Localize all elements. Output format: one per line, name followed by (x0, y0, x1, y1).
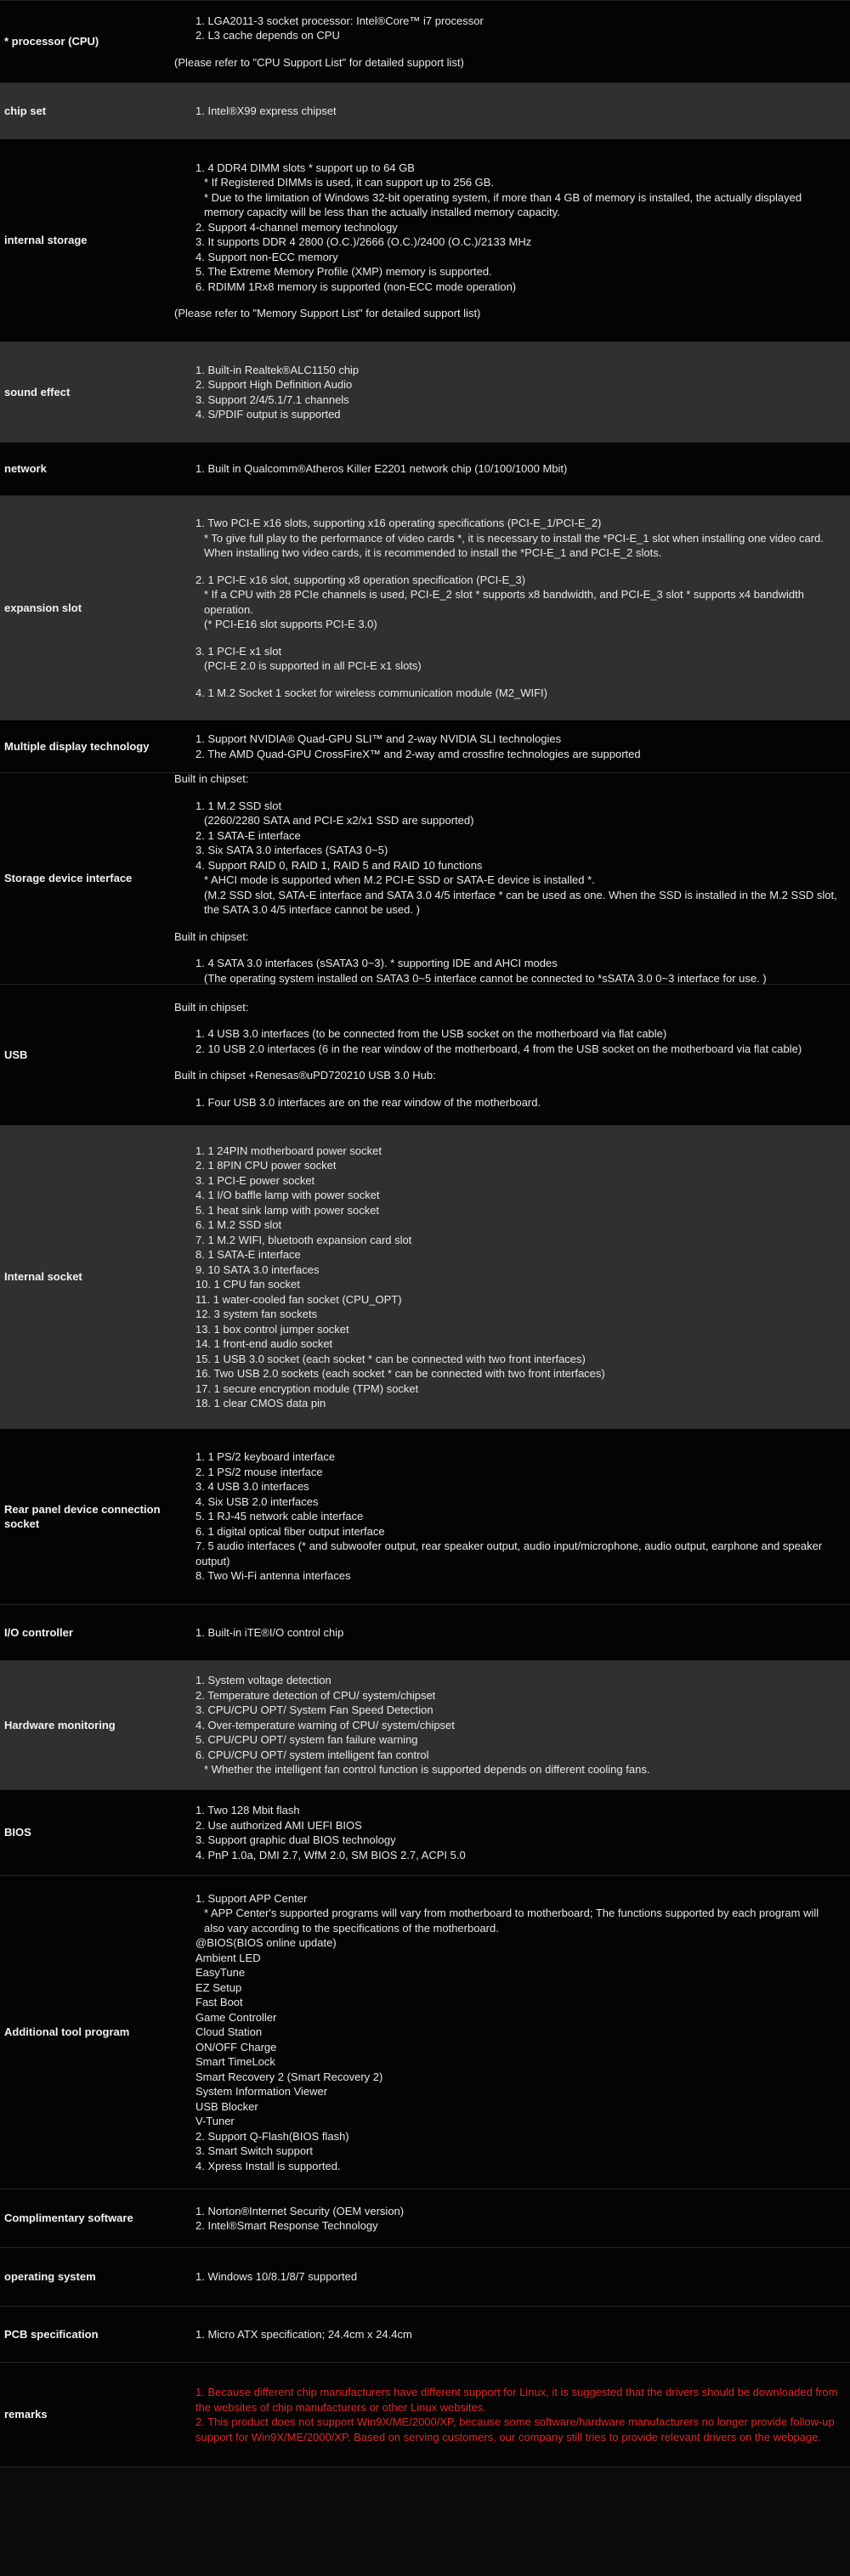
spec-line: 3. Six SATA 3.0 interfaces (SATA3 0~5) (196, 844, 388, 856)
spec-line: 11. 1 water-cooled fan socket (CPU_OPT) (196, 1292, 402, 1306)
spec-line: (The operating system installed on SATA3 0~5 interface cannot be connected to *sSATA 3.0 0~3 interface for use. ) (204, 971, 767, 985)
spec-line: 7. 1 M.2 WIFI, bluetooth expansion card slot (196, 1233, 412, 1246)
spacer (174, 787, 840, 799)
spec-line: 1. Built in Qualcomm®Atheros Killer E2201 network chip (10/100/1000 Mbit) (196, 462, 568, 476)
spec-line: 3. 1 PCI-E x1 slot (196, 644, 282, 658)
spec-line: Cloud Station (196, 2025, 263, 2039)
spec-line: 2. Intel®Smart Response Technology (196, 2219, 378, 2232)
spec-line: 1. 4 DDR4 DIMM slots * support up to 64 GB (196, 161, 415, 174)
spec-line: 4. 1 I/O baffle lamp with power socket (196, 1189, 380, 1201)
spec-line: 2. L3 cache depends on CPU (196, 29, 340, 42)
spec-line: 17. 1 secure encryption module (TPM) socket (196, 1381, 419, 1395)
spec-line: 5. 1 heat sink lamp with power socket (196, 1203, 380, 1217)
spacer (174, 1083, 840, 1095)
spec-line: V-Tuner (196, 2115, 235, 2128)
spec-row (0, 1790, 850, 1876)
spec-line: 3. Support graphic dual BIOS technology (196, 1833, 396, 1846)
spec-label: Additional tool program (4, 2025, 130, 2039)
spec-value (174, 1625, 850, 1641)
spec-line: 4. 1 M.2 Socket 1 socket for wireless communication module (M2_WIFI) (196, 686, 547, 699)
spec-value (174, 2269, 850, 2285)
spec-line: 1. Built-in Realtek®ALC1150 chip (196, 363, 360, 376)
spec-line: 6. 1 digital optical fiber output interface (196, 1524, 385, 1538)
spec-row (0, 1876, 850, 2189)
spec-row (0, 496, 850, 720)
spec-line: 10. 1 CPU fan socket (196, 1278, 300, 1291)
spec-row (0, 2248, 850, 2307)
spec-line: 2. Support Q-Flash(BIOS flash) (196, 2129, 349, 2143)
spec-label: PCB specification (4, 2327, 99, 2341)
spec-value (174, 1673, 850, 1777)
spec-row (0, 985, 850, 1126)
spec-line: 4. Support RAID 0, RAID 1, RAID 5 and RAID 10 functions (196, 858, 483, 872)
spec-row (0, 1429, 850, 1605)
spec-line: 2. 10 USB 2.0 interfaces (6 in the rear window of the motherboard, 4 from the USB socket on the motherboard via flat cable) (196, 1042, 802, 1055)
spec-line: 1. Norton®Internet Security (OEM version) (196, 2204, 405, 2217)
spec-line: Ambient LED (196, 1951, 261, 1964)
spec-value (174, 516, 850, 700)
spec-line: * Due to the limitation of Windows 32-bit operating system, if more than 4 GB of memory is installed, the actually displayed memory capacity will be less than the actually installed memory capacity. (204, 190, 802, 218)
spec-value (174, 1449, 850, 1584)
spec-line: Game Controller (196, 2010, 277, 2024)
spec-label: Rear panel device connection socket (4, 1502, 161, 1530)
spec-line: System Information Viewer (196, 2085, 328, 2099)
spec-line: 2. Temperature detection of CPU/ system/chipset (196, 1688, 436, 1702)
spec-line: 16. Two USB 2.0 sockets (each socket * can be connected with two front interfaces) (196, 1367, 605, 1380)
spec-line: Fast Boot (196, 1996, 243, 2009)
spec-line: 6. 1 M.2 SSD slot (196, 1218, 282, 1231)
spec-label: * processor (CPU) (4, 35, 99, 48)
spec-line: (Please refer to "CPU Support List" for detailed support list) (174, 55, 464, 69)
spec-line: 1. Four USB 3.0 interfaces are on the rear window of the motherboard. (196, 1095, 541, 1109)
spec-line: (Please refer to "Memory Support List" for detailed support list) (174, 307, 481, 319)
spec-line: * APP Center's supported programs will vary from motherboard to motherboard; The functions supported by each program will also vary according to the specifications of the motherboard. (204, 1907, 819, 1935)
spec-label: internal storage (4, 234, 88, 247)
spec-label: Hardware monitoring (4, 1718, 116, 1731)
spec-line: Built in chipset +Renesas®uPD720210 USB 3.0 Hub: (174, 1069, 436, 1082)
spec-line: 2. The AMD Quad-GPU CrossFireX™ and 2-way amd crossfire technologies are supported (196, 747, 641, 760)
spec-line: (M.2 SSD slot, SATA-E interface and SATA 3.0 4/5 interface * can be used as one. When the SSD is installed in the M.2 SSD slot, the SATA 3.0 4/5 interface cannot be used. ) (204, 888, 837, 916)
spec-line: 2. 1 SATA-E interface (196, 828, 301, 842)
spec-line: * If a CPU with 28 PCIe channels is used, PCI-E_2 slot * supports x8 bandwidth, and PCI-E_3 slot * supports x4 bandwidth operation. (204, 588, 804, 616)
spec-label: remarks (4, 2408, 48, 2421)
spacer (174, 294, 840, 306)
spec-value (174, 161, 850, 321)
spec-line: 1. 1 24PIN motherboard power socket (196, 1144, 382, 1157)
spacer (174, 1056, 840, 1068)
spec-value (174, 732, 850, 761)
spec-line: 4. Xpress Install is supported. (196, 2159, 341, 2172)
spec-line: 14. 1 front-end audio socket (196, 1337, 333, 1350)
spec-line: 2. 1 PS/2 mouse interface (196, 1465, 323, 1478)
spec-line: 2. Support 4-channel memory technology (196, 220, 398, 234)
spec-row (0, 720, 850, 773)
spec-line: * To give full play to the performance of video cards *, it is necessary to install the *PCI-E_1 slot when installing one video card. When installing two video cards, it is recommended to install the *PCI-E_1 and PCI-E_2 slots. (204, 531, 824, 559)
spec-line: (PCI-E 2.0 is supported in all PCI-E x1 slots) (204, 659, 422, 672)
spec-label: sound effect (4, 385, 71, 398)
spec-line: USB Blocker (196, 2099, 258, 2113)
spec-line: Built in chipset: (174, 929, 249, 943)
spec-line: ON/OFF Charge (196, 2040, 277, 2053)
spec-row (0, 2307, 850, 2363)
spacer (174, 43, 840, 55)
spec-line: 3. It supports DDR 4 2800 (O.C.)/2666 (O.C.)/2400 (O.C.)/2133 MHz (196, 235, 532, 248)
spec-value (174, 2204, 850, 2234)
spec-line: 3. Smart Switch support (196, 2144, 313, 2158)
spec-value (174, 1000, 850, 1110)
spec-line: * If Registered DIMMs is used, it can support up to 256 GB. (204, 176, 495, 189)
spec-line: 1. 4 SATA 3.0 interfaces (sSATA3 0~3). * supporting IDE and AHCI modes (196, 957, 558, 969)
spec-label: I/O controller (4, 1625, 73, 1639)
spec-line: 2. This product does not support Win9X/ME/2000/XP, because some software/hardware manufacturers no longer provide follow-up support for Win9X/ME/2000/XP. Based on serving customers, our company still tries to provide relevant drivers on the webpage. (196, 2415, 835, 2443)
spec-line: 1. Support APP Center (196, 1891, 308, 1905)
spec-line: 13. 1 box control jumper socket (196, 1322, 349, 1336)
spacer (174, 944, 840, 956)
spec-line: 15. 1 USB 3.0 socket (each socket * can be connected with two front interfaces) (196, 1352, 586, 1365)
spec-value (174, 104, 850, 119)
spec-line: 2. 1 PCI-E x16 slot, supporting x8 operation specification (PCI-E_3) (196, 573, 526, 586)
spec-row (0, 1126, 850, 1429)
spec-label: Internal socket (4, 1270, 82, 1284)
spec-line: 1. Support NVIDIA® Quad-GPU SLI™ and 2-way NVIDIA SLI technologies (196, 732, 562, 745)
spec-line: 2. Support High Definition Audio (196, 378, 353, 391)
spacer (174, 632, 840, 644)
spec-line: Smart Recovery 2 (Smart Recovery 2) (196, 2070, 383, 2083)
spec-line: 1. Because different chip manufacturers have different support for Linux, it is suggested that the drivers should be downloaded from the websites of chip manufacturers or other Linux websites. (196, 2386, 838, 2414)
spec-value (174, 461, 850, 477)
spec-line: * AHCI mode is supported when M.2 PCI-E SSD or SATA-E device is installed *. (204, 873, 595, 886)
spec-line: 5. The Extreme Memory Profile (XMP) memory is supported. (196, 265, 492, 278)
spec-line: 3. 4 USB 3.0 interfaces (196, 1480, 309, 1494)
spec-line: 1. Micro ATX specification; 24.4cm x 24.4cm (196, 2327, 412, 2341)
spec-value (174, 14, 850, 71)
spec-line: 1. Two PCI-E x16 slots, supporting x16 operating specifications (PCI-E_1/PCI-E_2) (196, 517, 602, 529)
spec-line: 6. CPU/CPU OPT/ system intelligent fan control (196, 1748, 429, 1761)
spec-value (174, 771, 850, 986)
spec-line: 5. CPU/CPU OPT/ system fan failure warning (196, 1733, 418, 1747)
spec-label: BIOS (4, 1826, 31, 1839)
spec-line: 4. Over-temperature warning of CPU/ system/chipset (196, 1718, 455, 1731)
spec-line: (* PCI-E16 slot supports PCI-E 3.0) (204, 618, 377, 630)
spec-row (0, 83, 850, 139)
spec-line: 1. Intel®X99 express chipset (196, 104, 337, 117)
spacer (174, 674, 840, 686)
spec-label: Multiple display technology (4, 739, 150, 753)
spec-value (174, 363, 850, 422)
spec-line: EasyTune (196, 1966, 246, 1980)
spec-label: Storage device interface (4, 872, 133, 885)
spec-label: operating system (4, 2270, 96, 2284)
spec-line: 1. Two 128 Mbit flash (196, 1804, 300, 1816)
spec-value (174, 2327, 850, 2342)
spacer (174, 561, 840, 573)
spec-label: Complimentary software (4, 2212, 133, 2225)
spec-line: Built in chipset: (174, 1000, 249, 1014)
spec-line: 6. RDIMM 1Rx8 memory is supported (non-ECC mode operation) (196, 280, 517, 293)
spec-line: 1. LGA2011-3 socket processor: Intel®Core™ i7 processor (196, 14, 484, 27)
spec-row (0, 443, 850, 496)
spec-value (174, 1144, 850, 1411)
spec-value (174, 1803, 850, 1862)
spec-line: Smart TimeLock (196, 2055, 275, 2069)
spec-row (0, 139, 850, 342)
spec-line: EZ Setup (196, 1980, 242, 1994)
spec-label: expansion slot (4, 601, 82, 614)
spec-line: 3. Support 2/4/5.1/7.1 channels (196, 393, 349, 406)
spec-line: 8. Two Wi-Fi antenna interfaces (196, 1569, 351, 1583)
spec-line: 1. System voltage detection (196, 1674, 332, 1687)
spec-line: 8. 1 SATA-E interface (196, 1248, 301, 1261)
spec-line: 1. Windows 10/8.1/8/7 supported (196, 2270, 358, 2284)
spec-value (174, 2385, 850, 2444)
spec-line: 18. 1 clear CMOS data pin (196, 1397, 326, 1409)
spec-line: 1. Built-in iTE®I/O control chip (196, 1625, 344, 1639)
spec-line: 4. Support non-ECC memory (196, 250, 338, 263)
spec-line: 9. 10 SATA 3.0 interfaces (196, 1263, 320, 1276)
spec-label: chip set (4, 104, 47, 117)
spec-line: (2260/2280 SATA and PCI-E x2/x1 SSD are supported) (204, 814, 474, 827)
spacer (174, 1014, 840, 1026)
spec-line: 2. 1 8PIN CPU power socket (196, 1159, 337, 1172)
spec-line: 3. 1 PCI-E power socket (196, 1173, 315, 1187)
spec-row (0, 342, 850, 443)
spec-line: 5. 1 RJ-45 network cable interface (196, 1510, 364, 1523)
spec-line: 4. S/PDIF output is supported (196, 408, 341, 421)
spec-line: * Whether the intelligent fan control function is supported depends on different cooling fans. (204, 1763, 650, 1777)
spec-line: 1. 1 PS/2 keyboard interface (196, 1450, 336, 1464)
spec-row (0, 1, 850, 83)
spacer (174, 918, 840, 929)
spec-label: network (4, 462, 47, 476)
spec-line: 12. 3 system fan sockets (196, 1308, 318, 1320)
spec-line: 1. 1 M.2 SSD slot (196, 799, 282, 812)
spec-row (0, 2189, 850, 2248)
spec-row (0, 773, 850, 985)
spec-label: USB (4, 1048, 28, 1061)
spec-row (0, 1605, 850, 1661)
spec-line: 3. CPU/CPU OPT/ System Fan Speed Detection (196, 1703, 434, 1717)
spec-line: 7. 5 audio interfaces (* and subwoofer output, rear speaker output, audio input/microphone, audio output, earphone and speaker output) (196, 1539, 823, 1568)
spec-line: 4. PnP 1.0a, DMI 2.7, WfM 2.0, SM BIOS 2.7, ACPI 5.0 (196, 1848, 466, 1861)
spec-value (174, 1891, 850, 2174)
spec-line: 1. 4 USB 3.0 interfaces (to be connected from the USB socket on the motherboard via flat cable) (196, 1027, 667, 1041)
spec-line: Built in chipset: (174, 772, 249, 785)
spec-line: @BIOS(BIOS online update) (196, 1936, 337, 1950)
spec-row (0, 2363, 850, 2467)
spec-row (0, 1661, 850, 1790)
spec-line: 2. Use authorized AMI UEFI BIOS (196, 1818, 362, 1832)
spec-line: 4. Six USB 2.0 interfaces (196, 1494, 319, 1508)
